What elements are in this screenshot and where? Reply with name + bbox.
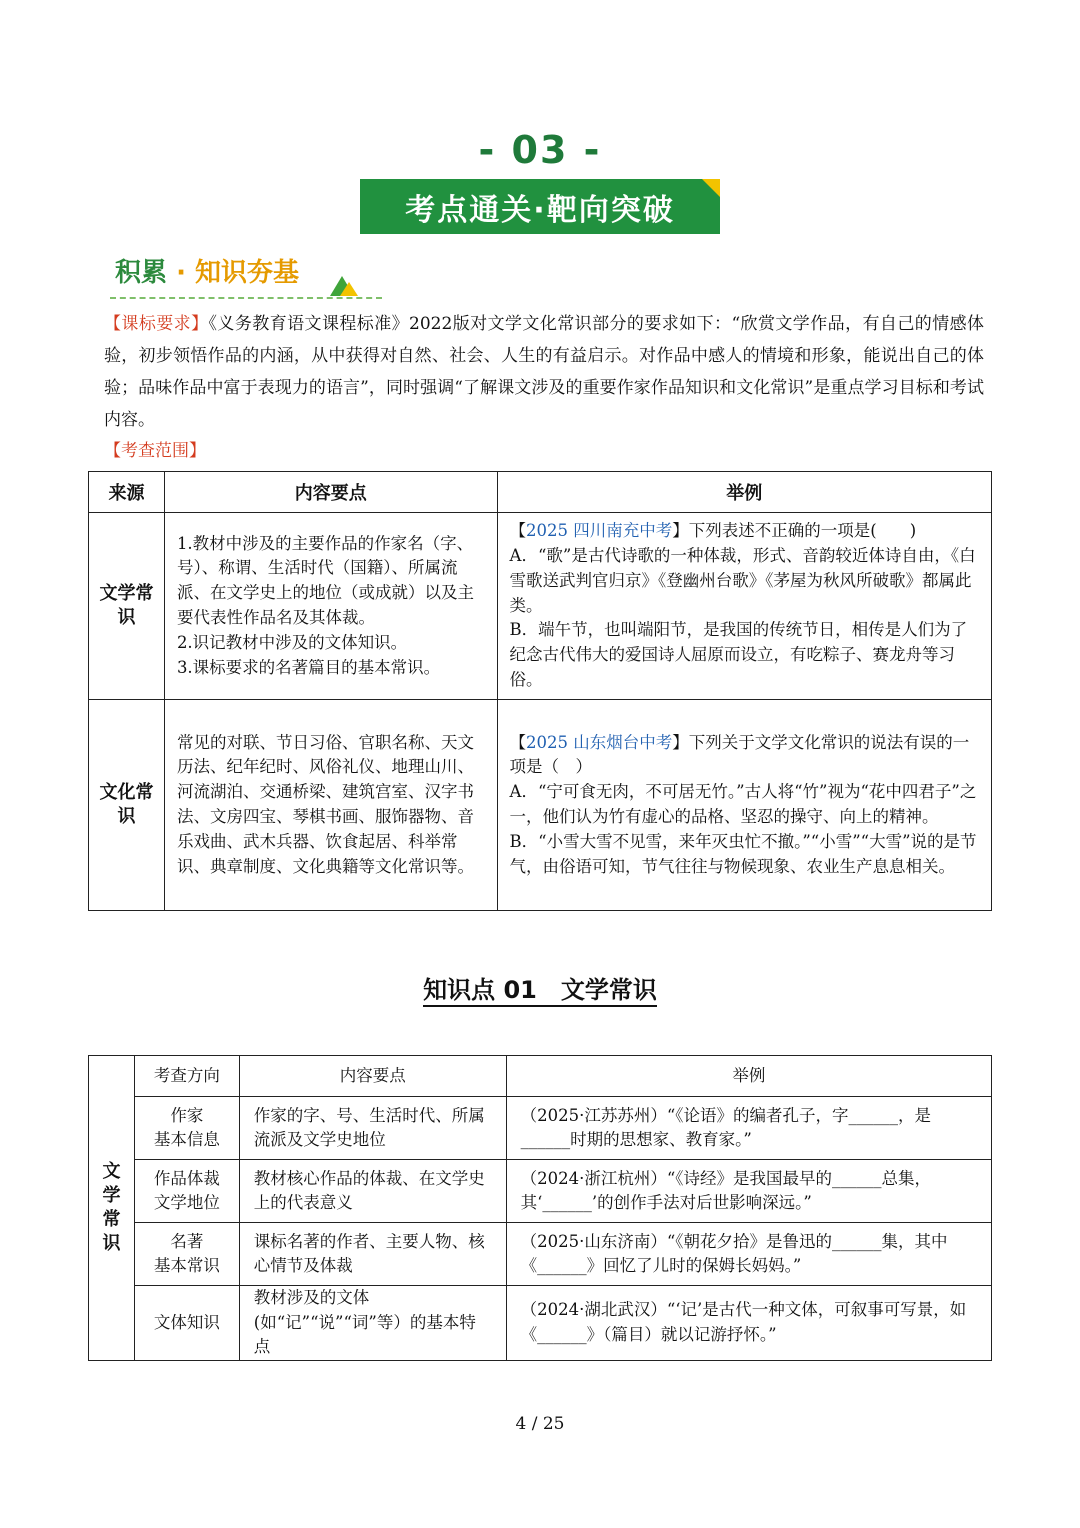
row-group-label [89,1056,135,1361]
direction-line: 文学地位 [153,1193,220,1212]
scope-table-header [89,472,992,513]
table-row [89,1160,992,1223]
content-cell: 课标名著的作者、主要人物、核心情节及体裁 [239,1223,506,1286]
curriculum-text: 《义务教育语文课程标准》2022版对文学文化常识部分的要求如下：“欣赏文学作品，有自己的情感体验，初步领悟作品的内涵，从中获得对自然、社会、人生的有益启示。对作品中感人的情境和形象，能说出自己的体验；品味作品中富于表现力的语言”，同时强调“了解课文涉及的重要作家作品知识和文化常识”是重点学习目标和考试内容。 [104,314,984,430]
banner-title: 考点通关·靶向突破 [405,192,675,228]
point-item: 常见的对联、节日习俗、官职名称、天文历法、纪年纪时、风俗礼仪、地理山川、河流湖泊、交通桥梁、建筑宫室、汉字书法、文房四宝、琴棋书画、服饰器物、音乐戏曲、武木兵器、饮食起居、科举常识、典章制度、文化典籍等文化常识等。 [176,732,474,876]
row-example [497,513,991,700]
direction-cell [134,1160,239,1223]
header-points: 内容要点 [164,472,497,513]
example-option: A．“宁可食无肉，不可居无竹。”古人将“竹”视为“花中四君子”之一，他们认为竹有虚心的品格、坚忍的操守、向上的精神。 [509,782,977,826]
bracket-open: 【 [509,732,527,752]
point-item: 2.识记教材中涉及的文体知识。 [176,632,408,652]
point-item: 3.课标要求的名著篇目的基本常识。 [176,657,441,677]
table-row [89,513,992,700]
example-cell: （2024·湖北武汉）“‘记’是古代一种文体，可叙事可写景，如《______》（篇目）就以记游抒怀。” [506,1286,991,1361]
sub-title-part-a: 积累 [115,258,168,288]
direction-line: 作品体裁 [153,1168,220,1188]
direction-line: 文体知识 [153,1312,220,1332]
content-cell: 教材涉及的文体(如“记”“说”“词”等）的基本特点 [239,1286,506,1361]
scope-table [88,471,992,911]
mountain-highlight-icon [340,282,358,296]
direction-cell [134,1286,239,1361]
bracket-close: 】 [672,521,689,541]
example-source: 2025 山东烟台中考 [526,732,673,752]
row-source: 文学常识 [89,513,165,700]
content-cell: 教材核心作品的体裁、在文学史上的代表意义 [239,1160,506,1223]
bracket-open: 【 [509,521,527,541]
direction-cell [134,1097,239,1160]
example-option: A．“歌”是古代诗歌的一种体裁，形式、音韵较近体诗自由，《白雪歌送武判官归京》《登幽州台歌》《茅屋为秋风所破歌》都属此类。 [509,546,976,615]
scope-tag: 【考查范围】 [104,441,206,461]
knowledge-table-header [89,1056,992,1097]
curriculum-tag: 【课标要求】 [104,314,209,334]
header-direction: 考查方向 [134,1056,239,1097]
header-example: 举例 [506,1056,991,1097]
content-cell: 作家的字、号、生活时代、所属流派及文学史地位 [239,1097,506,1160]
knowledge-point-title-text: 知识点 01 文学常识 [423,976,657,1007]
example-source: 2025 四川南充中考 [526,521,673,541]
page-number: 4 / 25 [515,1414,565,1434]
example-option: B．端午节，也叫端阳节，是我国的传统节日，相传是人们为了纪念古代伟大的爱国诗人屈原而设立，有吃粽子、赛龙舟等习俗。 [509,620,968,689]
section-number: - 03 - [478,128,602,172]
sub-title-underline [110,297,382,299]
knowledge-table [88,1055,992,1361]
table-row [89,700,992,911]
example-question: 下列关于文学文化常识的说法有误的一项是（ ） [509,732,970,777]
row-points [164,700,497,911]
row-points [164,513,497,700]
header-source: 来源 [89,472,165,513]
direction-line: 名著 [170,1231,204,1251]
sub-title-part-b: 知识夯基 [195,258,300,288]
bracket-close: 】 [672,732,689,752]
curriculum-requirement-paragraph [104,308,984,436]
direction-line: 作家 [170,1105,204,1125]
row-source: 文化常识 [89,700,165,911]
example-cell: （2025·山东济南）“《朝花夕拾》是鲁迅的______集，其中《______》回忆了儿时的保姆长妈妈。” [506,1223,991,1286]
example-question-line [510,731,979,781]
example-cell: （2024·浙江杭州）“《诗经》是我国最早的______总集，其‘______’的创作手法对后世影响深远。” [506,1160,991,1223]
section-banner [360,179,720,234]
table-row [89,1223,992,1286]
example-question: 下列表述不正确的一项是( ) [688,521,917,541]
sub-section-title [115,252,299,289]
direction-cell [134,1223,239,1286]
knowledge-point-title [0,970,1080,1005]
example-option: B．“小雪大雪不见雪，来年灭虫忙不撤。”“小雪”“大雪”说的是节气，由俗语可知，节气往往与物候现象、农业生产息息相关。 [509,831,977,876]
row-group-label-text: 文学常识 [102,1160,121,1254]
sub-title-separator: · [176,258,186,288]
example-cell: （2025·江苏苏州）“《论语》的编者孔子，字______，是______时期的思想家、教育家。” [506,1097,991,1160]
direction-line: 基本常识 [153,1256,220,1275]
header-content: 内容要点 [239,1056,506,1097]
banner-corner-decoration [702,179,720,197]
header-example: 举例 [497,472,991,513]
point-item: 1.教材中涉及的主要作品的作家名（字、号）、称谓、生活时代（国籍）、所属流派、在文学史上的地位（或成就）以及主要代表性作品名及其体裁。 [176,533,474,627]
table-row [89,1097,992,1160]
example-question-line [510,519,979,544]
table-row [89,1286,992,1361]
direction-line: 基本信息 [153,1130,220,1149]
row-example [497,700,991,911]
